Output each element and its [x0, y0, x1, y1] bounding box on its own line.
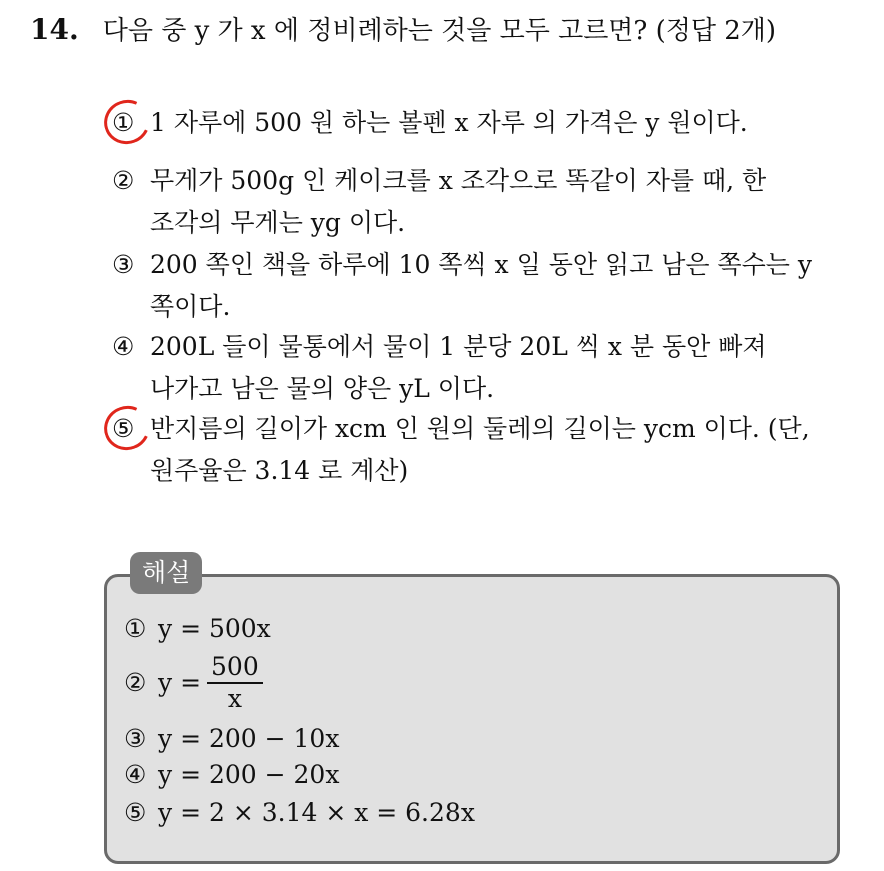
choice-mark: ① [112, 108, 135, 137]
fraction [207, 652, 263, 714]
solution-item-4 [124, 758, 339, 792]
question [30, 12, 776, 49]
solution-expr: y = 200 − 20x [158, 760, 340, 789]
solution-item-1 [124, 612, 271, 646]
solution-mark: ① [124, 614, 147, 643]
question-text: 다음 중 y 가 x 에 정비례하는 것을 모두 고르면? (정답 2개) [102, 16, 777, 46]
choice-line: 1 자루에 500 원 하는 볼펜 x 자루 의 가격은 y 원이다. [150, 108, 748, 137]
choice-line: 반지름의 길이가 xcm 인 원의 둘레의 길이는 ycm 이다. (단, [150, 414, 810, 443]
choice-mark: ② [112, 166, 135, 195]
choice-mark: ③ [112, 250, 135, 279]
solution-item-2 [124, 652, 263, 714]
choice-line: 200 쪽인 책을 하루에 10 쪽씩 x 일 동안 읽고 남은 쪽수는 y [150, 250, 812, 279]
solution-label: 해설 [130, 552, 202, 594]
choice-line: 무게가 500g 인 케이크를 x 조각으로 똑같이 자를 때, 한 [150, 166, 767, 195]
question-number: 14. [30, 13, 79, 46]
solution-expr: y = 500x [158, 614, 271, 643]
solution-mark: ④ [124, 760, 147, 789]
solution-expr: y = 200 − 10x [158, 724, 340, 753]
choice-line: 원주율은 3.14 로 계산) [150, 456, 409, 485]
choice-5[interactable] [112, 408, 810, 492]
choice-2[interactable] [112, 160, 766, 244]
choice-4[interactable] [112, 326, 767, 410]
choice-mark: ⑤ [112, 414, 135, 443]
solution-mark: ③ [124, 724, 147, 753]
solution-item-3 [124, 722, 339, 756]
solution-expr: y = 2 × 3.14 × x = 6.28x [158, 798, 475, 827]
choice-mark: ④ [112, 332, 135, 361]
solution-mark: ② [124, 668, 147, 697]
choice-1[interactable] [112, 102, 748, 144]
choice-line: 200L 들이 물통에서 물이 1 분당 20L 씩 x 분 동안 빠져 [150, 332, 767, 361]
choice-line: 쪽이다. [150, 292, 231, 321]
solution-mark: ⑤ [124, 798, 147, 827]
choice-3[interactable] [112, 244, 812, 328]
fraction-denominator: x [227, 684, 242, 713]
fraction-numerator: 500 [207, 652, 263, 684]
choice-line: 조각의 무게는 yg 이다. [150, 208, 406, 237]
solution-lhs: y = [158, 668, 202, 697]
choice-line: 나가고 남은 물의 양은 yL 이다. [150, 374, 495, 403]
solution-item-5 [124, 796, 475, 830]
